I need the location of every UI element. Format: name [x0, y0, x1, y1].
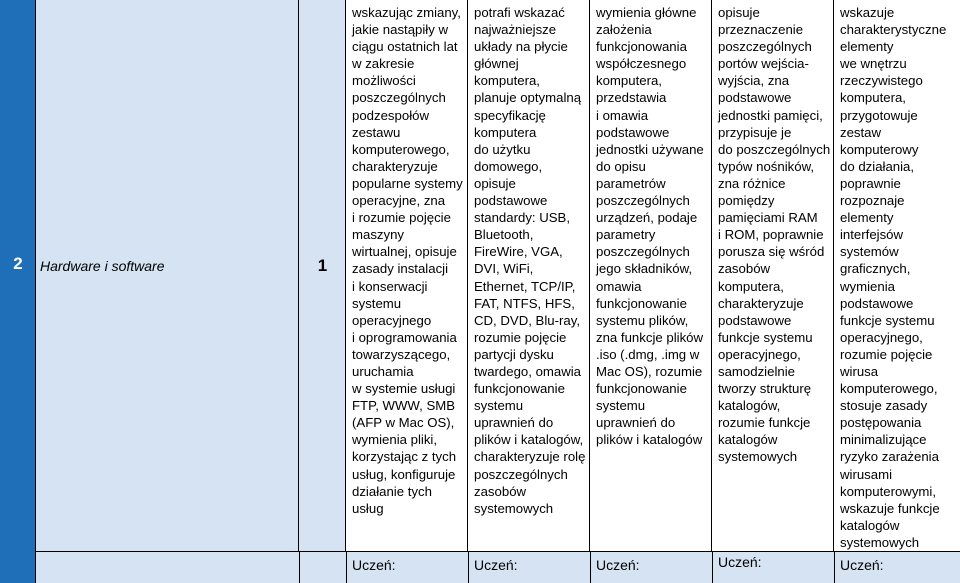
requirement-line: korzystając z tych — [352, 449, 457, 465]
requirement-line: podstawowe — [718, 312, 792, 328]
requirement-line: ciągu ostatnich lat — [352, 39, 458, 55]
requirements-text-2 — [474, 4, 585, 517]
requirement-line: funkcjonowanie — [474, 381, 565, 397]
requirement-line: podstawowe — [840, 295, 914, 311]
requirement-line: zestawu — [352, 124, 401, 140]
requirement-line: typów nośników, — [718, 158, 815, 174]
requirement-line: zasobów — [474, 483, 527, 499]
requirement-line: tworzy strukturę — [718, 381, 812, 397]
requirement-line: plików i katalogów, — [474, 432, 584, 448]
requirement-line: CD, DVD, Blu-ray, — [474, 312, 581, 328]
requirement-line: pamięciami RAM — [718, 210, 818, 226]
requirement-line: FireWire, VGA, — [474, 244, 563, 260]
requirement-line: FTP, WWW, SMB — [352, 398, 456, 414]
requirement-line: partycji dysku — [474, 346, 554, 362]
requirement-line: porusza się wśród — [718, 244, 825, 260]
requirement-line: maszyny — [352, 227, 405, 243]
requirement-line: rozumie pojęcie — [840, 346, 933, 362]
student-label-2: Uczeń: — [474, 557, 518, 573]
requirement-line: ryzyko zarażenia — [840, 449, 939, 465]
requirement-line: operacyjne, zna — [352, 193, 446, 209]
requirement-line: do poszczególnych — [718, 141, 831, 157]
requirement-line: stosuje zasady — [840, 398, 928, 414]
requirement-line: komputera, — [840, 90, 906, 106]
requirement-line: przygotowuje — [840, 107, 918, 123]
requirements-column-2 — [468, 0, 590, 551]
requirement-line: podzespołów — [352, 107, 429, 123]
requirement-line: uruchamia — [352, 363, 414, 379]
requirement-line: postępowania — [840, 415, 922, 431]
requirement-line: interfejsów — [840, 227, 904, 243]
requirement-line: usług — [352, 500, 384, 516]
requirements-text-1 — [352, 4, 463, 517]
requirement-line: katalogów — [718, 432, 778, 448]
requirements-column-5 — [834, 0, 960, 551]
requirement-line: systemu — [352, 295, 402, 311]
requirement-line: wymienia główne — [596, 5, 697, 20]
requirement-line: komputera, — [718, 278, 784, 294]
requirement-line: opisuje — [474, 175, 516, 191]
requirement-line: usług, konfiguruje — [352, 466, 456, 482]
requirement-line: zasady instalacji — [352, 261, 449, 277]
requirement-line: parametry — [596, 227, 656, 243]
requirement-line: do opisu — [596, 158, 646, 174]
requirement-line: przypisuje je — [718, 124, 792, 140]
requirement-line: we wnętrzu — [840, 56, 907, 72]
requirement-line: funkcjonowanie — [596, 381, 687, 397]
requirement-line: (AFP w Mac OS), — [352, 415, 455, 431]
requirement-line: graficznych, — [840, 261, 911, 277]
requirement-line: rzeczywistego — [840, 73, 923, 89]
requirement-line: popularne systemy — [352, 175, 463, 191]
requirement-line: działanie tych — [352, 483, 432, 499]
requirement-line: plików i katalogów — [596, 432, 703, 448]
requirement-line: poszczególnych — [596, 244, 690, 260]
requirement-line: standardy: USB, — [474, 210, 571, 226]
requirement-line: wskazuje funkcje — [840, 500, 940, 516]
requirement-line: charakteryzuje — [352, 158, 438, 174]
requirement-line: katalogów, — [718, 398, 781, 414]
requirement-line: rozumie funkcje — [718, 415, 811, 431]
requirement-line: wymienia — [840, 278, 895, 294]
requirement-line: w zakresie — [352, 56, 415, 72]
requirement-line: Mac OS), rozumie — [596, 363, 703, 379]
requirement-line: specyfikację — [474, 107, 546, 123]
footer-divider — [834, 551, 835, 583]
requirement-line: rozpoznaje — [840, 193, 905, 209]
requirement-line: zasobów — [718, 261, 771, 277]
requirement-line: funkcje systemu — [840, 312, 935, 328]
requirement-line: systemowych — [840, 534, 920, 550]
requirement-line: wirusa — [840, 363, 879, 379]
requirements-column-3 — [590, 0, 712, 551]
requirement-line: domowego, — [474, 158, 543, 174]
requirement-line: omawia — [596, 278, 642, 294]
requirement-line: systemu — [474, 398, 524, 414]
requirement-line: wirtualnej, opisuje — [352, 244, 457, 260]
requirement-line: elementy — [840, 210, 894, 226]
level-number: 1 — [317, 256, 328, 275]
requirement-line: podstawowe — [596, 124, 670, 140]
requirement-line: portów wejścia- — [718, 56, 809, 72]
requirements-text-3 — [596, 4, 704, 448]
requirement-line: do działania, — [840, 158, 915, 174]
requirement-line: jego składników, — [596, 261, 693, 277]
requirement-line: podstawowe — [474, 193, 548, 209]
requirement-line: minimalizujące — [840, 432, 927, 448]
requirements-column-1 — [346, 0, 468, 551]
footer-divider — [468, 551, 469, 583]
requirements-text-5 — [840, 4, 946, 551]
requirement-line: i ROM, poprawnie — [718, 227, 824, 243]
requirement-line: współczesnego — [596, 56, 687, 72]
requirement-line: funkcjonowanie — [596, 295, 687, 311]
requirement-line: twardego, omawia — [474, 363, 582, 379]
requirement-line: w systemie usługi — [352, 381, 456, 397]
requirement-line: poszczególnych — [596, 193, 690, 209]
requirements-column-4 — [712, 0, 834, 551]
requirement-line: wskazuje — [840, 5, 895, 20]
requirement-line: systemu — [596, 398, 646, 414]
requirement-line: komputera, — [596, 73, 662, 89]
footer-divider — [590, 551, 591, 583]
student-label-1: Uczeń: — [352, 557, 396, 573]
requirement-line: i konserwacji — [352, 278, 428, 294]
requirement-line: komputera — [474, 124, 537, 140]
requirement-line: operacyjnego, — [840, 329, 923, 345]
requirement-line: zna różnice — [718, 175, 786, 191]
requirement-line: katalogów — [840, 517, 900, 533]
section-name: Hardware i software — [40, 258, 165, 274]
requirement-line: uprawnień do — [474, 415, 554, 431]
requirement-line: zna funkcje plików — [596, 329, 704, 345]
requirement-line: uprawnień do — [596, 415, 676, 431]
requirement-line: systemu plików, — [596, 312, 689, 328]
student-label-5: Uczeń: — [840, 557, 884, 573]
requirement-line: elementy — [840, 39, 894, 55]
requirement-line: głównej — [474, 56, 519, 72]
requirement-line: funkcje systemu — [718, 329, 813, 345]
requirement-line: zestaw — [840, 124, 882, 140]
requirement-line: komputerowymi, — [840, 483, 937, 499]
requirement-line: najważniejsze — [474, 22, 557, 38]
requirement-line: opisuje — [718, 5, 760, 20]
requirement-line: charakteryzuje rolę — [474, 449, 586, 465]
requirement-line: systemów — [840, 244, 899, 260]
requirement-line: funkcjonowania — [596, 39, 687, 55]
requirement-line: Bluetooth, — [474, 227, 534, 243]
requirement-line: potrafi wskazać — [474, 5, 565, 20]
requirement-line: układy na płycie — [474, 39, 568, 55]
requirement-line: podstawowe — [718, 90, 792, 106]
requirement-line: operacyjnego, — [718, 346, 801, 362]
requirement-line: pomiędzy — [718, 193, 775, 209]
requirement-line: i omawia — [596, 107, 649, 123]
requirement-line: wskazując zmiany, — [352, 5, 461, 20]
requirement-line: komputerowego, — [352, 141, 450, 157]
row-number: 2 — [13, 254, 23, 273]
requirement-line: poszczególnych — [474, 466, 568, 482]
level-cell — [299, 0, 346, 551]
requirements-text-4 — [718, 4, 830, 466]
requirement-line: parametrów — [596, 175, 666, 191]
requirement-line: jednostki używane — [596, 141, 704, 157]
footer-divider — [712, 551, 713, 583]
requirement-line: wirusami — [840, 466, 893, 482]
requirement-line: wymienia pliki, — [352, 432, 438, 448]
requirement-line: poszczególnych — [352, 90, 446, 106]
requirement-line: charakteryzuje — [718, 295, 804, 311]
requirement-line: rozumie pojęcie — [474, 329, 567, 345]
requirement-line: możliwości — [352, 73, 416, 89]
requirement-line: wyjścia, zna — [718, 73, 790, 89]
requirement-line: poszczególnych — [718, 39, 812, 55]
row-number-cell — [0, 0, 36, 583]
requirement-line: i oprogramowania — [352, 329, 457, 345]
requirement-line: .iso (.dmg, .img w — [596, 346, 700, 362]
requirement-line: przedstawia — [596, 90, 667, 106]
requirement-line: do użytku — [474, 141, 531, 157]
requirement-line: planuje optymalną — [474, 90, 582, 106]
requirement-line: systemowych — [718, 449, 798, 465]
section-name-cell — [36, 0, 299, 551]
student-label-3: Uczeń: — [596, 557, 640, 573]
requirement-line: urządzeń, podaje — [596, 210, 698, 226]
requirement-line: poprawnie — [840, 175, 901, 191]
requirement-line: operacyjnego — [352, 312, 432, 328]
footer-divider — [346, 551, 347, 583]
requirement-line: założenia — [596, 22, 652, 38]
requirement-line: komputerowy — [840, 141, 919, 157]
requirement-line: FAT, NTFS, HFS, — [474, 295, 575, 311]
requirement-line: towarzyszącego, — [352, 346, 451, 362]
requirement-line: charakterystyczne — [840, 22, 947, 38]
requirement-line: systemowych — [474, 500, 554, 516]
requirement-line: przeznaczenie — [718, 22, 804, 38]
requirement-line: DVI, WiFi, — [474, 261, 534, 277]
student-label-4: Uczeń: — [718, 554, 762, 570]
requirement-line: i rozumie pojęcie — [352, 210, 451, 226]
requirement-line: jakie nastąpiły w — [352, 22, 449, 38]
requirement-line: komputera, — [474, 73, 540, 89]
footer-divider — [299, 551, 300, 583]
requirement-line: komputerowego, — [840, 381, 938, 397]
requirement-line: samodzielnie — [718, 363, 795, 379]
requirement-line: Ethernet, TCP/IP, — [474, 278, 576, 294]
requirement-line: jednostki pamięci, — [718, 107, 823, 123]
